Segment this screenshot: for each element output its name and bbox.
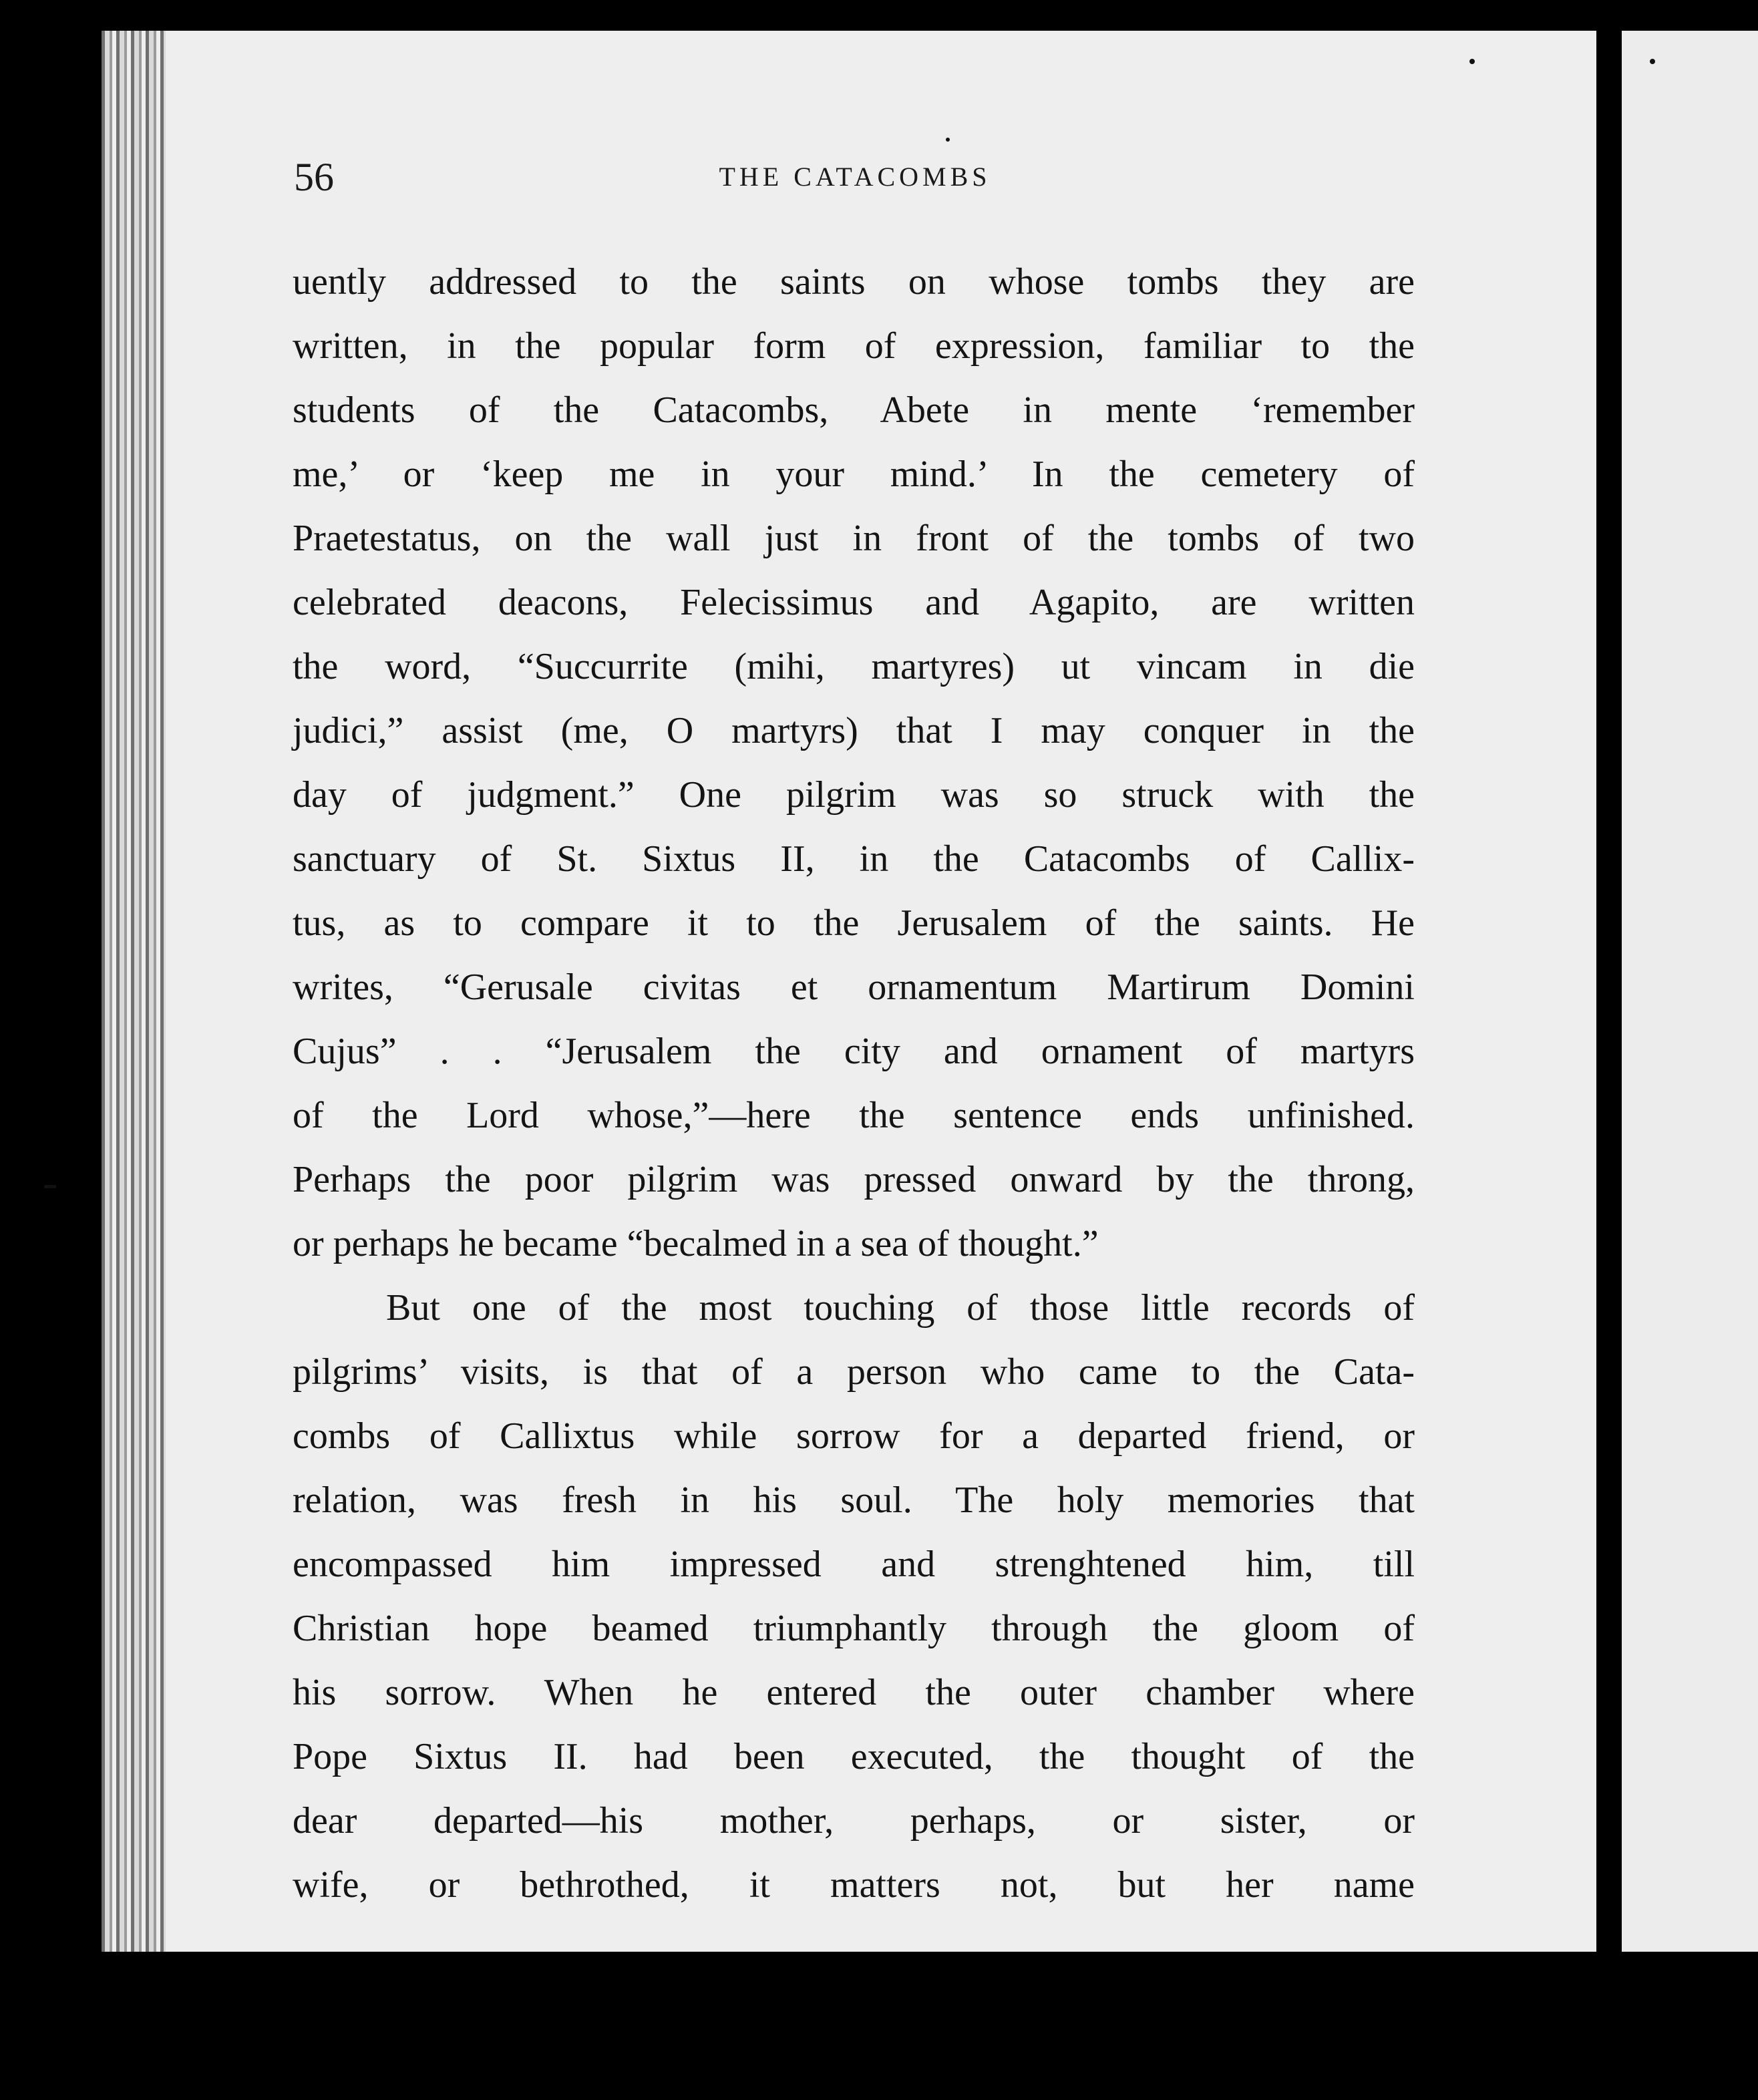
page-number: 56 bbox=[294, 155, 334, 199]
text-line: his sorrow. When he entered the outer chamber where bbox=[293, 1672, 1415, 1713]
body-text bbox=[293, 250, 1415, 1917]
text-line: Perhaps the poor pilgrim was pressed onward by the throng, bbox=[293, 1159, 1415, 1200]
text-line: judici,” assist (me, O martyrs) that I may conquer in the bbox=[293, 710, 1415, 751]
text-line: or perhaps he became “becalmed in a sea of thought.” bbox=[293, 1223, 1099, 1264]
text-line: me,’ or ‘keep me in your mind.’ In the cemetery of bbox=[293, 454, 1415, 495]
text-line: Pope Sixtus II. had been executed, the thought of the bbox=[293, 1736, 1415, 1777]
running-head: THE CATACOMBS bbox=[719, 162, 991, 192]
page-header bbox=[294, 150, 1416, 204]
next-page-edge bbox=[1622, 31, 1758, 1952]
text-line: writes, “Gerusale civitas et ornamentum Martirum Domini bbox=[293, 967, 1415, 1008]
text-line: students of the Catacombs, Abete in mente ‘remember bbox=[293, 389, 1415, 431]
text-line: encompassed him impressed and strenghtened him, till bbox=[293, 1544, 1415, 1585]
text-line: sanctuary of St. Sixtus II, in the Catacombs of Callix- bbox=[293, 838, 1415, 880]
text-line: Christian hope beamed triumphantly through the gloom of bbox=[293, 1608, 1415, 1649]
speck-mark bbox=[946, 138, 950, 142]
text-line: written, in the popular form of expression, familiar to the bbox=[293, 325, 1415, 367]
text-line: day of judgment.” One pilgrim was so struck with the bbox=[293, 774, 1415, 816]
speck-mark bbox=[1469, 59, 1475, 64]
text-line: wife, or bethrothed, it matters not, but her name bbox=[293, 1864, 1415, 1906]
speck-mark bbox=[1650, 59, 1655, 64]
text-line: combs of Callixtus while sorrow for a departed friend, or bbox=[293, 1415, 1415, 1457]
text-line: relation, was fresh in his soul. The holy memories that bbox=[293, 1479, 1415, 1521]
text-line: of the Lord whose,”—here the sentence ends unfinished. bbox=[293, 1095, 1415, 1136]
text-line: the word, “Succurrite (mihi, martyres) ut vincam in die bbox=[293, 646, 1415, 687]
page-edge bbox=[102, 31, 166, 1952]
text-line: celebrated deacons, Felecissimus and Agapito, are written bbox=[293, 582, 1415, 623]
text-line: But one of the most touching of those little records of bbox=[386, 1287, 1415, 1329]
text-line: tus, as to compare it to the Jerusalem of the saints. He bbox=[293, 902, 1415, 944]
text-line: Cujus” . . “Jerusalem the city and ornament of martyrs bbox=[293, 1031, 1415, 1072]
text-line: Praetestatus, on the wall just in front of the tombs of two bbox=[293, 518, 1415, 559]
text-line: pilgrims’ visits, is that of a person who came to the Cata- bbox=[293, 1351, 1415, 1393]
speck-mark bbox=[44, 1185, 56, 1188]
text-line: uently addressed to the saints on whose tombs they are bbox=[293, 261, 1415, 303]
text-line: dear departed—his mother, perhaps, or sister, or bbox=[293, 1800, 1415, 1842]
